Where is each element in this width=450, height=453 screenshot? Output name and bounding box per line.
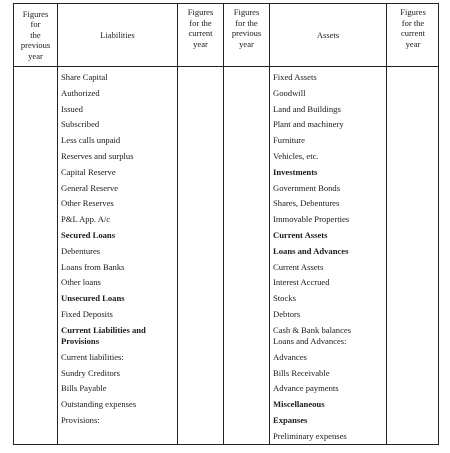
asset-item: Immovable Properties — [273, 214, 350, 225]
asset-item: Advance payments — [273, 383, 339, 394]
asset-item: Current Assets — [273, 261, 324, 272]
asset-item: Fixed Assets — [273, 72, 317, 82]
header-prev-year-liabilities: Figures for the previous year — [20, 8, 51, 61]
liability-item: Other loans — [61, 277, 101, 288]
asset-item: Stocks — [273, 293, 296, 304]
asset-item: Investments — [273, 166, 318, 177]
header-prev-year-assets: Figures for the previous year — [231, 7, 262, 49]
column-divider — [269, 4, 270, 444]
asset-item: Plant and machinery — [273, 119, 344, 130]
header-current-year-assets: Figures for the current year — [400, 7, 426, 49]
liability-item: Secured Loans — [61, 229, 116, 240]
asset-item: Miscellaneous — [273, 399, 325, 410]
liability-item: Reserves and surplus — [61, 150, 134, 161]
asset-item: Debtors — [273, 308, 301, 319]
asset-item: Government Bonds — [273, 182, 341, 193]
asset-item: Current Assets — [273, 229, 328, 240]
liability-item: Share Capital — [61, 72, 108, 82]
liability-item: Less calls unpaid — [61, 135, 121, 146]
liability-item: Unsecured Loans — [61, 293, 125, 304]
liability-item: Issued — [61, 103, 83, 114]
liability-item: P&L App. A/c — [61, 214, 111, 225]
asset-item: Goodwill — [273, 87, 306, 98]
liability-item: Authorized — [61, 87, 100, 98]
header-divider — [14, 66, 438, 67]
liability-item: Current Liabilities and Provisions — [61, 324, 146, 346]
liability-item: Loans from Banks — [61, 261, 125, 272]
liability-item: Other Reserves — [61, 198, 114, 209]
balance-sheet-table — [13, 3, 439, 445]
liability-item: Fixed Deposits — [61, 308, 113, 319]
liability-item: Bills Payable — [61, 383, 107, 394]
asset-item: Preliminary expenses — [273, 430, 347, 441]
asset-item: Land and Buildings — [273, 103, 341, 114]
asset-item: Shares, Debentures — [273, 198, 340, 209]
asset-item: Expanses — [273, 414, 308, 425]
header-assets: Assets — [316, 29, 340, 40]
assets-list — [273, 70, 385, 445]
liability-item: Provisions: — [61, 414, 100, 425]
liability-item: Capital Reserve — [61, 166, 116, 177]
liability-item: Debentures — [61, 245, 101, 256]
asset-item: Bills Receivable — [273, 367, 330, 378]
liability-item: Subscribed — [61, 119, 100, 130]
asset-item: Furniture — [273, 135, 305, 146]
column-divider — [223, 4, 224, 444]
header-current-year-liabilities: Figures for the current year — [187, 7, 214, 49]
asset-item: Loans and Advances — [273, 245, 349, 256]
liability-item: Outstanding expenses — [61, 399, 137, 410]
asset-item: Interest Accrued — [273, 277, 330, 288]
header-liabilities: Liabilities — [100, 29, 135, 40]
liability-item: Sundry Creditors — [61, 367, 120, 378]
asset-item: Vehicles, etc. — [273, 150, 319, 161]
liabilities-list — [61, 70, 175, 429]
liability-item: Current liabilities: — [61, 351, 124, 362]
liability-item: General Reserve — [61, 182, 119, 193]
column-divider — [57, 4, 58, 444]
asset-item: Cash & Bank balances Loans and Advances: — [273, 324, 352, 346]
column-divider — [386, 4, 387, 444]
asset-item: Advances — [273, 351, 307, 362]
column-divider — [177, 4, 178, 444]
